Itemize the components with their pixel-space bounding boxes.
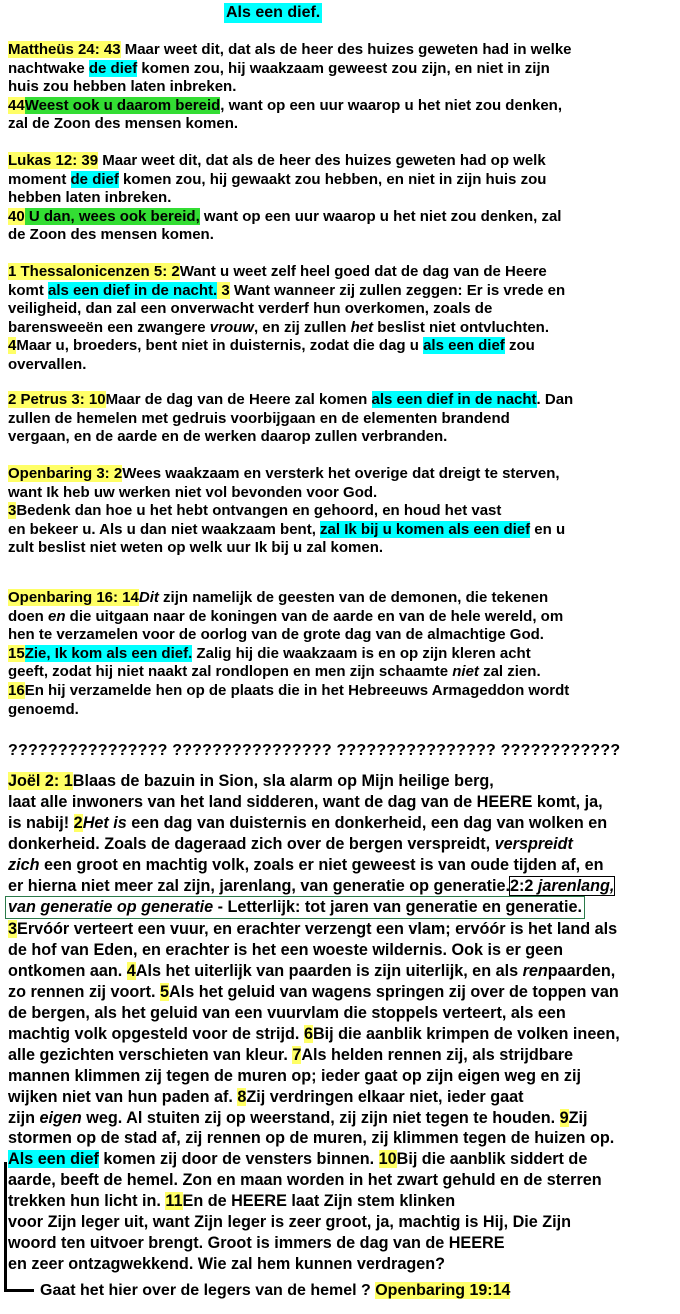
verse-text: er hierna niet meer zal zijn, jarenlang, van generatie op generatie. <box>8 876 510 895</box>
verse-italic: Het is <box>82 813 127 832</box>
verse-italic: Dit <box>138 589 159 606</box>
verse-text: veiligheid, dan zal een onverwacht verderf hun overkomen, zoals de <box>8 300 493 318</box>
verse-reference: 2 Petrus 3: 10 <box>8 391 106 408</box>
footer-question <box>40 1281 510 1301</box>
footer-question-text: Gaat het hier over de legers van de hemel ? <box>40 1282 376 1299</box>
verse-number: 7 <box>292 1045 302 1064</box>
verse-text: ontkomen aan. <box>8 962 127 981</box>
verse-text: donkerheid. Zoals de dageraad zich over de bergen verspreidt, <box>8 834 495 853</box>
verse-text: nachtwake <box>8 59 89 77</box>
revelation16-passage <box>8 589 673 719</box>
verse-text: overvallen. <box>8 355 87 373</box>
verse-italic: het <box>350 318 374 336</box>
verse-text: Als het uiterlijk van paarden is zijn uiterlijk, en als <box>135 962 523 981</box>
verse-italic: en <box>48 607 66 625</box>
verse-number: 4 <box>126 962 136 981</box>
verse-text: woord ten uitvoer brengt. Groot is immers de dag van de HEERE <box>8 1233 505 1252</box>
verse-italic: zich <box>8 855 40 874</box>
verse-number: 10 <box>378 1150 397 1169</box>
verse-text: Zalig hij die waakzaam is en op zijn kleren acht <box>192 644 531 662</box>
verse-text: komt <box>8 281 49 299</box>
verse-text: de Zoon des mensen komen. <box>8 226 214 244</box>
verse-text: alle gezichten verschieten van kleur. <box>8 1045 293 1064</box>
verse-text: zult beslist niet weten op welk uur Ik bij u zal komen. <box>8 539 384 557</box>
verse-reference: Lukas 12: 39 <box>8 152 99 169</box>
highlight-als-een-dief: als een dief <box>423 337 505 355</box>
bracket-line <box>4 1289 34 1292</box>
verse-text: Blaas de bazuin in Sion, sla alarm op Mijn heilige berg, <box>72 772 494 790</box>
verse-text: Als helden rennen zij, als strijdbare <box>301 1045 573 1064</box>
verse-italic: vrouw <box>209 318 254 336</box>
verse-reference: Openbaring 16: 14 <box>8 589 139 606</box>
thessalonians-passage <box>8 263 673 375</box>
verse-reference: Joël 2: 1 <box>8 772 73 790</box>
verse-text: Maar weet dit, dat als de heer des huizes geweten had in welke <box>120 41 572 58</box>
footer-reference: Openbaring 19:14 <box>375 1282 511 1299</box>
luke-passage <box>8 152 673 245</box>
verse-text: , en zij zullen <box>253 318 351 336</box>
verse-text: zo rennen zij voort. <box>8 983 160 1002</box>
verse-text: huis zou hebben laten inbreken. <box>8 78 237 96</box>
verse-number: 16 <box>8 681 25 699</box>
verse-text: en bekeer u. Als u dan niet waakzaam bent, <box>8 520 321 538</box>
verse-text: hen te verzamelen voor de oorlog van de grote dag van de almachtige God. <box>8 626 544 644</box>
verse-text: want op een uur waarop u het niet zou denken, zal <box>199 207 562 225</box>
verse-text: weg. Al stuiten zij op weerstand, zij zijn niet tegen te houden. <box>81 1108 560 1127</box>
verse-text: , want op een uur waarop u het niet zou denken, <box>220 96 562 114</box>
verse-text: die uitgaan naar de koningen van de aarde en van de hele wereld, om <box>65 607 564 625</box>
highlight-de-dief: de dief <box>88 59 138 77</box>
verse-reference: Openbaring 3: 2 <box>8 465 123 482</box>
verse-text: zal de Zoon des mensen komen. <box>8 115 239 133</box>
verse-text: machtig volk opgesteld voor de strijd. <box>8 1024 304 1043</box>
matthew-passage <box>8 41 673 134</box>
verse-text: Maar u, broeders, bent niet in duisternis, zodat die dag u <box>16 337 424 355</box>
question-marks-divider: ???????????????? ???????????????? ???????????????? ???????????? <box>8 742 621 759</box>
verse-number: 4 <box>8 337 17 355</box>
verse-text: Bij die aanblik siddert de <box>396 1150 588 1169</box>
verse-reference: Mattheüs 24: 43 <box>8 41 121 58</box>
verse-italic: eigen <box>39 1108 82 1127</box>
verse-number: 3 <box>217 281 230 299</box>
verse-text: hebben laten inbreken. <box>8 189 172 207</box>
bracket-line <box>4 1162 7 1292</box>
verse-number: 44 <box>8 96 25 114</box>
verse-text: Bedenk dan hoe u het hebt ontvangen en gehoord, en houd het vast <box>16 502 502 520</box>
verse-italic: ren <box>522 962 548 981</box>
verse-text: Ervóór verteert een vuur, en erachter verzengt een vlam; ervóór is het land als <box>17 920 618 939</box>
verse-text: komen zou, hij gewaakt zou hebben, en niet in zijn huis zou <box>118 170 547 188</box>
verse-text: Want u weet zelf heel goed dat de dag van de Heere <box>179 263 547 280</box>
verse-text: En hij verzamelde hen op de plaats die in het Hebreeuws Armageddon wordt <box>24 681 570 699</box>
highlight-als-een-dief: Zie, Ik kom als een dief. <box>24 644 193 662</box>
verse-number: 15 <box>8 644 25 662</box>
highlight-als-een-dief: zal Ik bij u komen als een dief <box>320 520 531 538</box>
verse-number: 6 <box>303 1024 313 1043</box>
verse-text: zijn <box>8 1108 40 1127</box>
verse-text: de hof van Eden, en erachter is het een woeste wildernis. Ook is er geen <box>8 941 564 960</box>
highlight-als-een-dief: als een dief in de nacht <box>371 391 537 408</box>
page-title: Als een dief. <box>226 4 321 21</box>
verse-number: 2 <box>73 813 83 832</box>
verse-text: Zij <box>568 1108 588 1127</box>
verse-text: stormen op de stad af, zij rennen op de muren, zij klimmen tegen de huizen op. <box>8 1129 615 1148</box>
verse-italic: verspreidt <box>494 834 573 853</box>
verse-text: trekken hun licht in. <box>8 1192 166 1211</box>
verse-number: 5 <box>160 983 170 1002</box>
verse-text: zullen de hemelen met gedruis voorbijgaan en de elementen brandend <box>8 409 510 427</box>
verse-text: komen zij door de vensters binnen. <box>98 1150 379 1169</box>
joel-passage <box>8 771 673 1275</box>
verse-text: mannen klimmen zij tegen de muren op; ieder gaat op zijn eigen weg en zij <box>8 1066 581 1085</box>
verse-number: 8 <box>237 1087 247 1106</box>
peter-passage <box>8 391 673 447</box>
verse-number: 11 <box>165 1192 183 1211</box>
verse-text: voor Zijn leger uit, want Zijn leger is zeer groot, ja, machtig is Hij, Die Zijn <box>8 1213 572 1232</box>
verse-text: En de HEERE laat Zijn stem klinken <box>182 1192 456 1211</box>
verse-text: Als het geluid van wagens springen zij over de toppen van <box>169 983 619 1002</box>
verse-text: vergaan, en de aarde en de werken daarop zullen verbranden. <box>8 428 448 446</box>
verse-number: 3 <box>8 502 17 520</box>
verse-number: 40 <box>8 207 25 225</box>
footnote-box: 2:2 jarenlang, <box>509 876 615 895</box>
verse-text: Wees waakzaam en versterk het overige dat dreigt te sterven, <box>122 465 560 482</box>
verse-text: Bij die aanblik krimpen de volken ineen, <box>312 1024 620 1043</box>
verse-text: wijken niet van hun paden af. <box>8 1087 238 1106</box>
verse-text: de bergen, als het geluid van een vuurvlam die stoppels verteert, als een <box>8 1003 566 1022</box>
verse-text: zal zien. <box>478 663 541 681</box>
verse-italic: niet <box>452 663 479 681</box>
verse-text: is nabij! <box>8 813 74 832</box>
highlight-de-dief: de dief <box>70 170 119 188</box>
verse-text: . Dan <box>536 391 574 408</box>
verse-text: komen zou, hij waakzaam geweest zou zijn, en niet in zijn <box>137 59 550 77</box>
verse-text: en u <box>530 520 566 538</box>
verse-text: zijn namelijk de geesten van de demonen, die tekenen <box>158 589 549 606</box>
highlight-als-een-dief: als een dief in de nacht. <box>48 281 218 299</box>
verse-text: doen <box>8 607 48 625</box>
verse-text: geeft, zodat hij niet naakt zal rondlopen en men zijn schaamte <box>8 663 453 681</box>
revelation3-passage <box>8 465 673 558</box>
verse-text: paarden, <box>547 962 616 981</box>
verse-text: Zij verdringen elkaar niet, ieder gaat <box>246 1087 524 1106</box>
footnote-text: van generatie op generatie - Letterlijk: tot jaren van generatie en generatie. <box>5 896 585 919</box>
verse-text: moment <box>8 170 71 188</box>
verse-text: genoemd. <box>8 700 79 718</box>
verse-text: een groot en machtig volk, zoals er niet geweest is van oude tijden af, en <box>39 855 604 874</box>
verse-text: want Ik heb uw werken niet vol bevonden voor God. <box>8 483 378 501</box>
verse-text: laat alle inwoners van het land sidderen, want de dag van de HEERE komt, ja, <box>8 792 603 811</box>
verse-text: en zeer ontzagwekkend. Wie zal hem kunnen verdragen? <box>8 1254 446 1273</box>
verse-text: Want wanneer zij zullen zeggen: Er is vrede en <box>229 281 566 299</box>
verse-text: beslist niet ontvluchten. <box>373 318 549 336</box>
verse-number: 9 <box>559 1108 569 1127</box>
highlight-wees-bereid: Weest ook u daarom bereid <box>24 96 221 114</box>
highlight-wees-bereid: U dan, wees ook bereid, <box>24 207 200 225</box>
verse-number: 3 <box>8 920 18 939</box>
verse-text: barensweeën een zwangere <box>8 318 210 336</box>
verse-text: aarde, beeft de hemel. Zon en maan worden in het zwart gehuld en de sterren <box>8 1171 602 1190</box>
verse-reference: 1 Thessalonicenzen 5: 2 <box>8 263 180 280</box>
verse-text: Maar de dag van de Heere zal komen <box>105 391 372 408</box>
highlight-als-een-dief: Als een dief <box>8 1150 99 1169</box>
verse-text: zou <box>504 337 535 355</box>
verse-text: Maar weet dit, dat als de heer des huizes geweten had op welk <box>98 152 546 169</box>
verse-text: een dag van duisternis en donkerheid, een dag van wolken en <box>126 813 608 832</box>
